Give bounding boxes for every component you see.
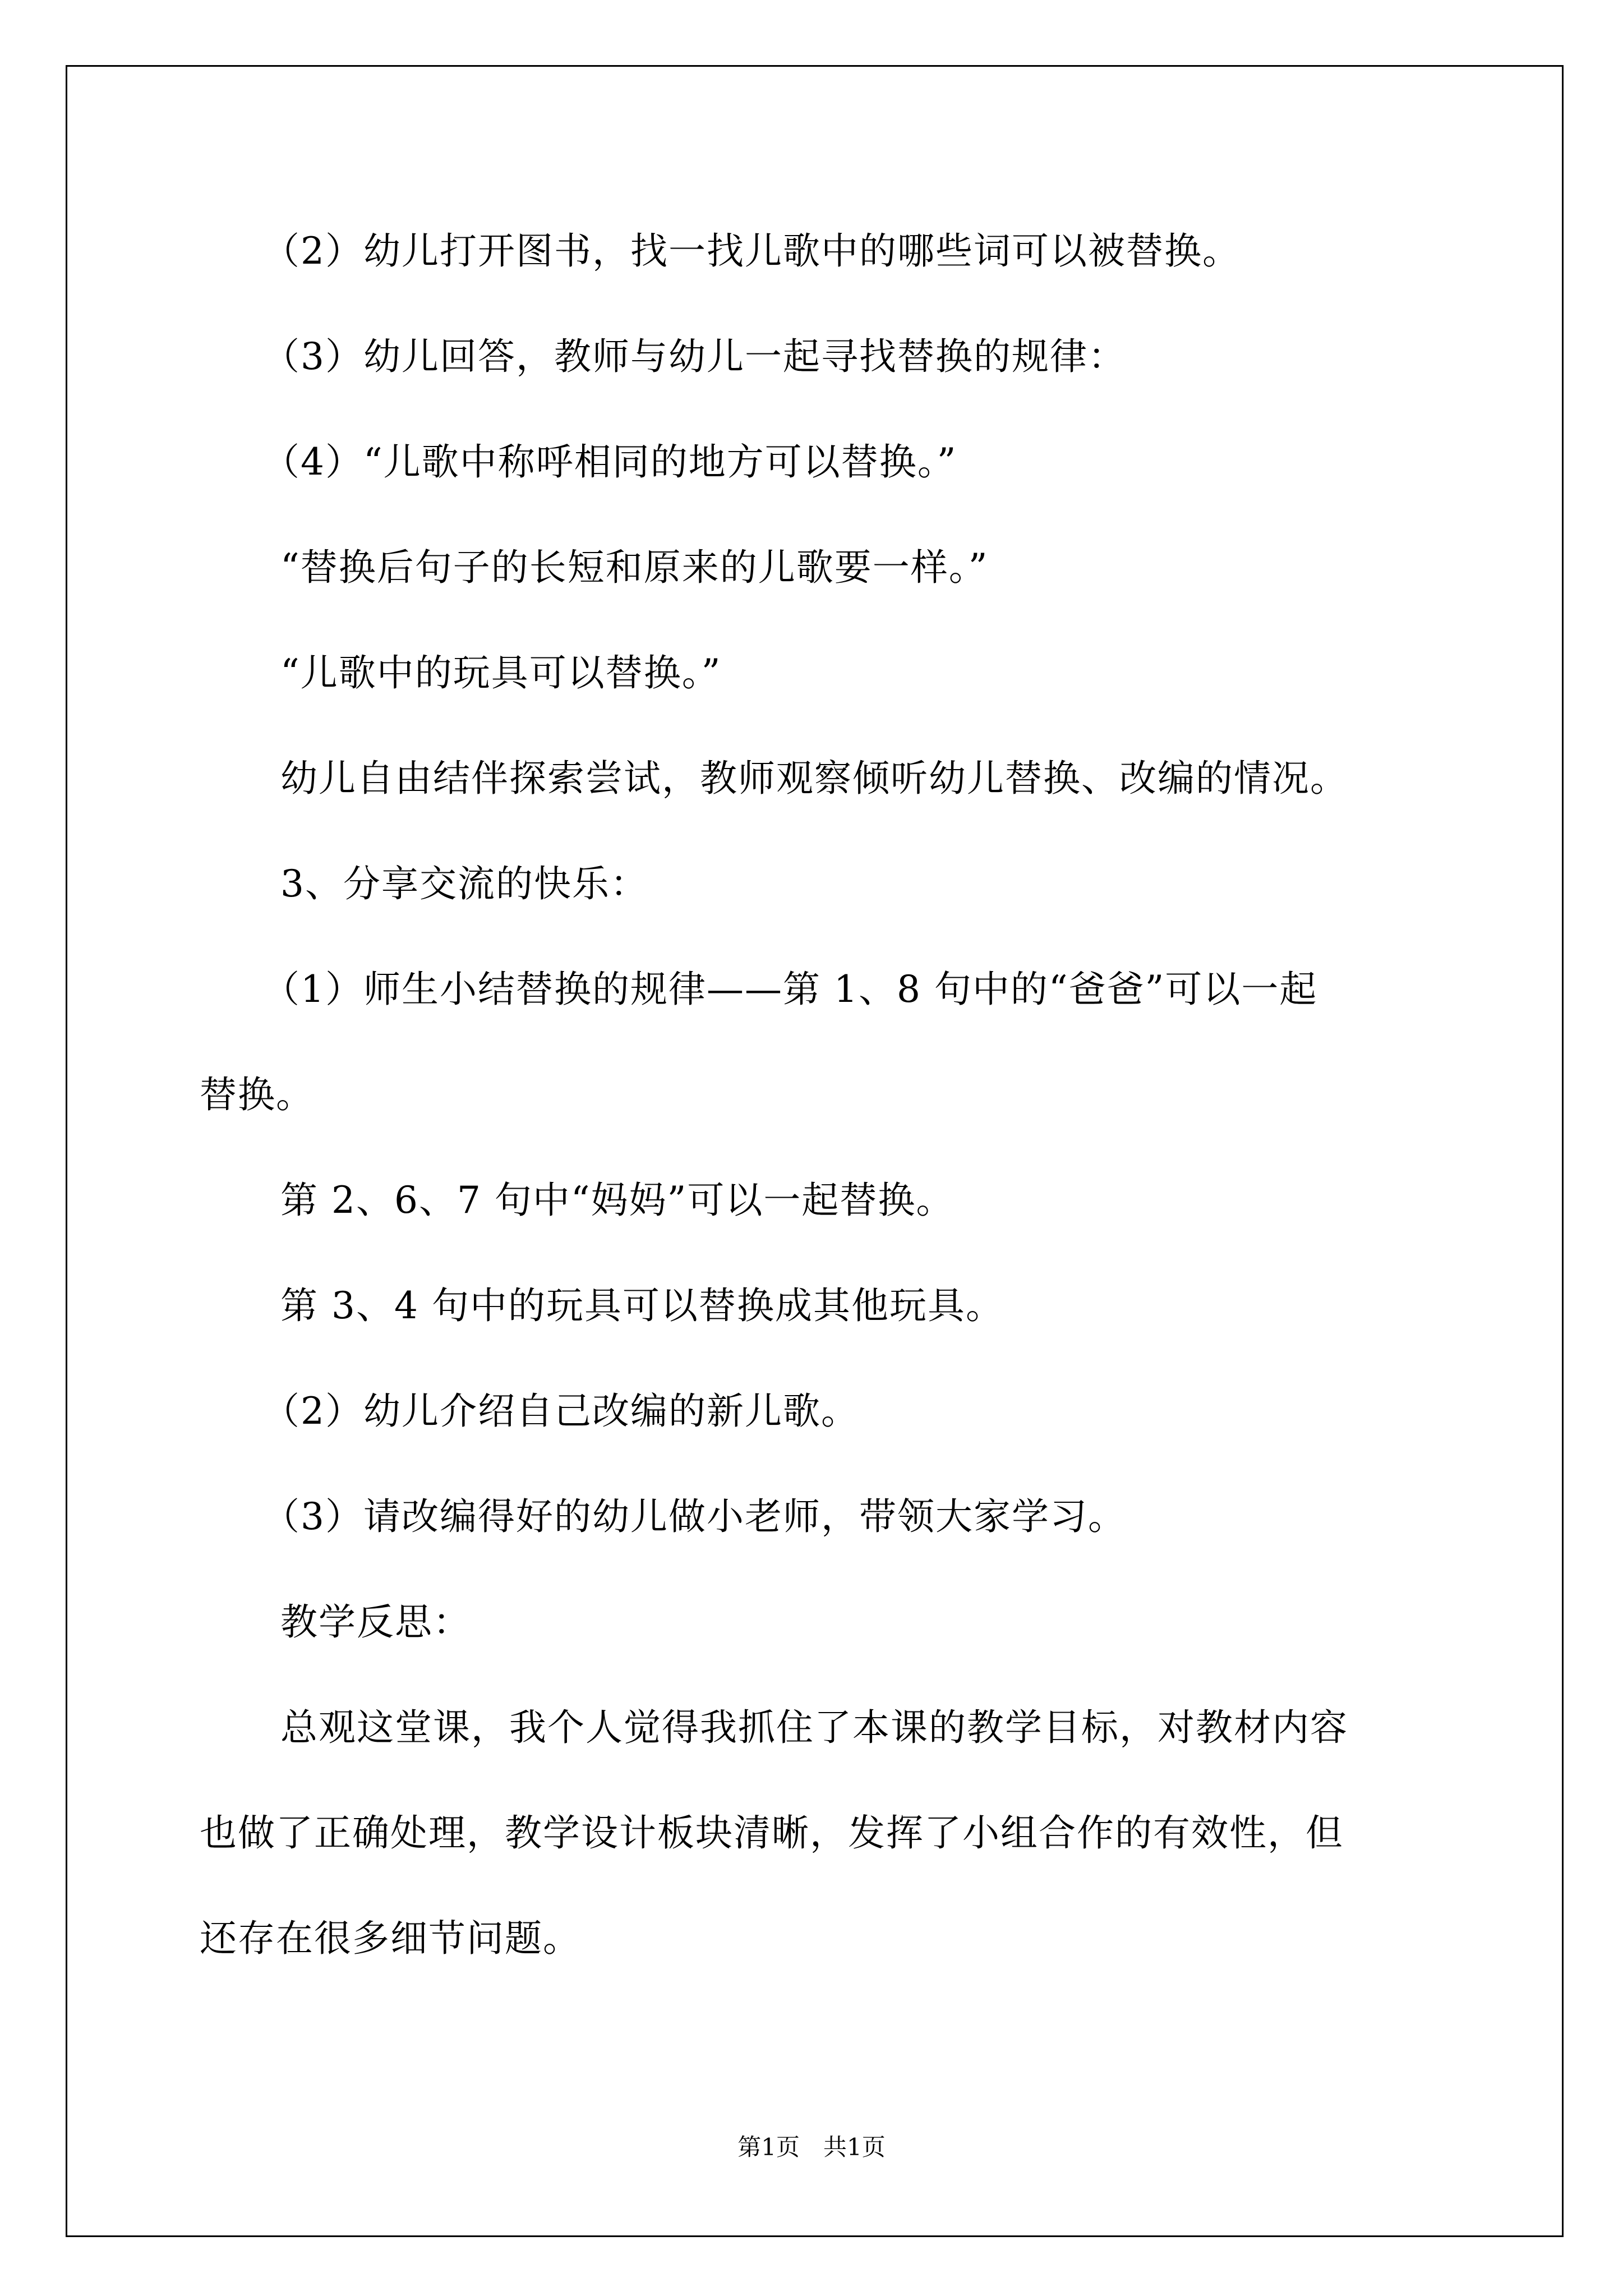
paragraph-line: 幼儿自由结伴探索尝试，教师观察倾听幼儿替换、改编的情况。 xyxy=(280,757,1348,800)
paragraph-line: （3）请改编得好的幼儿做小老师，带领大家学习。 xyxy=(262,1495,1126,1538)
paragraph-line: （3）幼儿回答，教师与幼儿一起寻找替换的规律： xyxy=(262,335,1126,378)
paragraph-line: 第 2、6、7 句中“妈妈”可以一起替换。 xyxy=(280,1179,955,1222)
paragraph-line: （2）幼儿介绍自己改编的新儿歌。 xyxy=(262,1389,859,1433)
paragraph-line: “儿歌中的玩具可以替换。” xyxy=(280,651,722,694)
page-footer: 第1页 共1页 xyxy=(737,2133,886,2161)
section-heading: 3、分享交流的快乐： xyxy=(280,862,648,905)
paragraph-line: 还存在很多细节问题。 xyxy=(200,1917,581,1960)
paragraph-line: （2）幼儿打开图书，找一找儿歌中的哪些词可以被替换。 xyxy=(262,229,1241,273)
paragraph-line: （4）“儿歌中称呼相同的地方可以替换。” xyxy=(262,440,957,484)
paragraph-line: 替换。 xyxy=(200,1073,314,1116)
paragraph-line: （1）师生小结替换的规律——第 1、8 句中的“爸爸”可以一起 xyxy=(262,968,1318,1011)
paragraph-line: 第 3、4 句中的玩具可以替换成其他玩具。 xyxy=(280,1284,1004,1327)
paragraph-line: 也做了正确处理，教学设计板块清晰，发挥了小组合作的有效性，但 xyxy=(200,1811,1344,1855)
paragraph-line: 总观这堂课，我个人觉得我抓住了本课的教学目标，对教材内容 xyxy=(280,1706,1348,1749)
paragraph-line: “替换后句子的长短和原来的儿歌要一样。” xyxy=(280,546,989,589)
section-heading: 教学反思： xyxy=(280,1600,471,1644)
